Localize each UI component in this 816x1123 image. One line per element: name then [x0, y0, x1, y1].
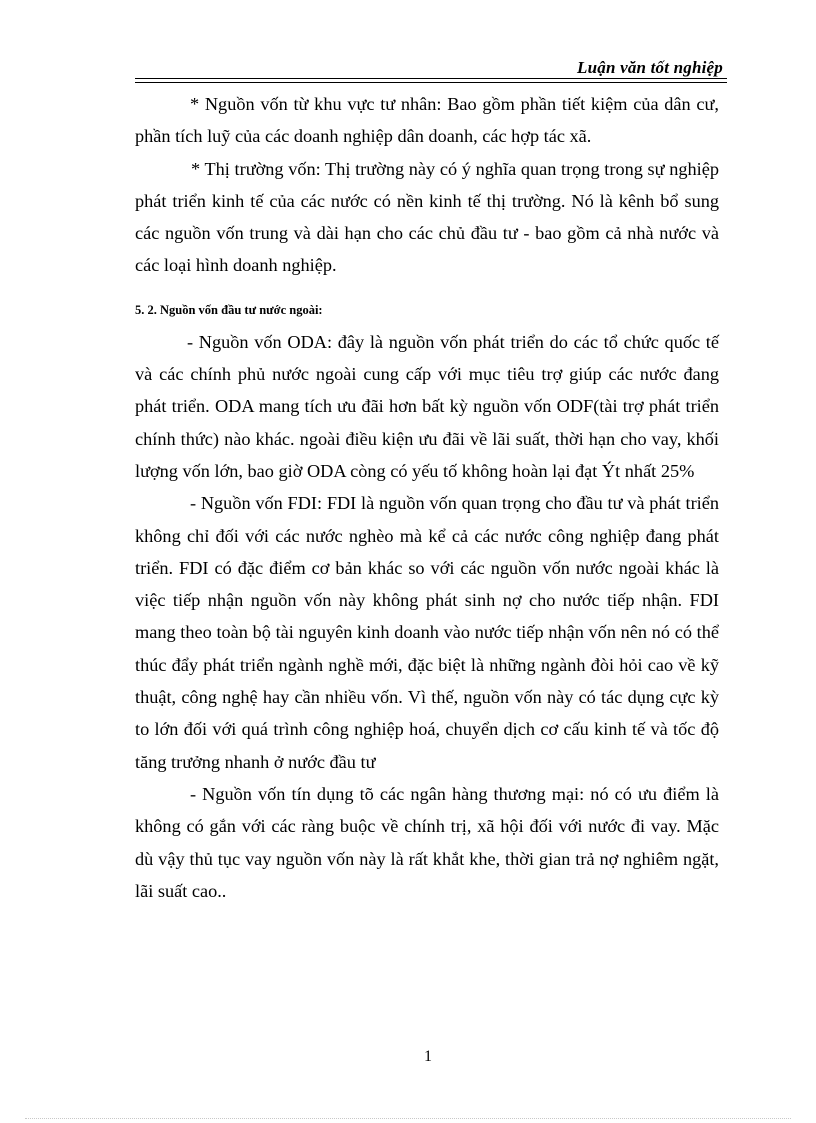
paragraph-private-capital: * Nguồn vốn từ khu vực tư nhân: Bao gồm phần tiết kiệm của dân cư, phần tích luỹ của các doanh nghiệp dân doanh, các hợp tác xã. [135, 94, 719, 147]
header-rule [135, 78, 727, 79]
paragraph-capital-market: * Thị trường vốn: Thị trường này có ý nghĩa quan trọng trong sự nghiệp phát triển kinh tế của các nước có nền kinh tế thị trường. Nó là kênh bổ sung các nguồn vốn trung và dài hạn cho các chủ đầu tư - bao gồm cả nhà nước và các loại hình doanh nghiệp. [135, 158, 719, 276]
header-title: Luận văn tốt nghiệp [577, 58, 723, 77]
paragraph-oda: - Nguồn vốn ODA: đây là nguồn vốn phát triển do các tổ chức quốc tế và các chính phủ nước ngoài cung cấp với mục tiêu trợ giúp các nước đang phát triển. ODA mang tích ưu đãi hơn bất kỳ nguồn vốn ODF(tài trợ phát triển chính thức) nào khác. ngoài điều kiện ưu đãi về lãi suất, thời hạn cho vay, khối lượng vốn lớn, bao giờ ODA còng có yếu tố không hoàn lại đạt Ýt nhất 25% [135, 331, 719, 481]
page-number: 1 [424, 1048, 432, 1065]
paragraph-fdi: - Nguồn vốn FDI: FDI là nguồn vốn quan trọng cho đầu tư và phát triển không chỉ đối với các nước nghèo mà kể cả các nước công nghiệp đang phát triển. FDI có đặc điểm cơ bản khác so với các nguồn vốn nước ngoài khác là việc tiếp nhận nguồn vốn này không phát sinh nợ cho nước tiếp nhận. FDI mang theo toàn bộ tài nguyên kinh doanh vào nước tiếp nhận vốn nên nó có thể thúc đẩy phát triển ngành nghề mới, đặc biệt là những ngành đòi hỏi cao về kỹ thuật, công nghệ hay cần nhiều vốn. Vì thế, nguồn vốn này có tác dụng cực kỳ to lớn đối với quá trình công nghiệp hoá, chuyển dịch cơ cấu kinh tế và tốc độ tăng trưởng nhanh ở nước đầu tư [135, 493, 719, 772]
section-heading: 5. 2. Nguồn vốn đầu tư nước ngoài: [135, 302, 323, 317]
paragraph-commercial-credit: - Nguồn vốn tín dụng tõ các ngân hàng thương mại: nó có ưu điểm là không có gắn với các ràng buộc về chính trị, xã hội đối với nước đi vay. Mặc dù vậy thủ tục vay nguồn vốn này là rất khắt khe, thời gian trả nợ nghiêm ngặt, lãi suất cao.. [135, 783, 719, 901]
page-header [135, 56, 727, 82]
document-body [135, 88, 719, 907]
header-rule-thin [135, 82, 727, 83]
page-boundary-line [25, 1118, 791, 1119]
